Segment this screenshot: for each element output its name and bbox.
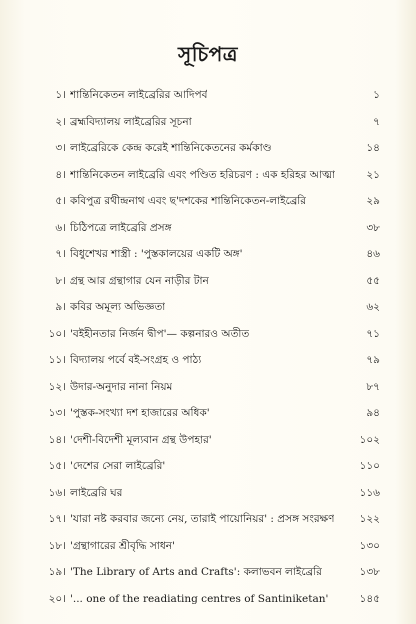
toc-entry <box>40 168 380 195</box>
entry-page-number: ৩৮ <box>366 221 380 234</box>
entry-number: ১৬। <box>48 486 66 499</box>
entry-title: শান্তিনিকেতন লাইব্রেরি এবং পণ্ডিত হরিচরণ : এক হরিহর আত্মা <box>70 168 336 181</box>
entry-page-number: ৮৭ <box>366 380 380 393</box>
entry-title: '... one of the readiating centres of Santiniketan' <box>70 592 329 605</box>
entry-title: লাইব্রেরিকে কেন্দ্র করেই শান্তিনিকেতনের কর্মকাণ্ড <box>70 142 272 154</box>
entry-title: বিদ্যালয় পর্বে বই-সংগ্রহ ও পাঠ্য <box>70 354 202 366</box>
toc-entry <box>40 274 380 301</box>
toc-entry <box>40 194 380 221</box>
entry-number: ৫। <box>55 195 66 207</box>
entry-title: 'বইহীনতার নির্জন দ্বীপ'— কল্পনারও অতীত <box>70 327 250 340</box>
page-title: সূচিপত্র <box>178 42 238 66</box>
entry-page-number: ৭৯ <box>366 354 380 366</box>
entry-number: ২০। <box>48 592 66 605</box>
entry-number: ১৮। <box>48 539 66 552</box>
entry-page-number: ১৪ <box>366 142 380 154</box>
entry-number: ৩। <box>55 142 66 154</box>
toc-entry <box>40 221 380 248</box>
toc-entry <box>40 380 380 407</box>
toc-entry <box>40 512 380 539</box>
toc-entry <box>40 539 380 566</box>
entry-page-number: ৬২ <box>366 301 380 313</box>
toc-entry <box>40 486 380 513</box>
entry-title: 'যারা নষ্ট করবার জন্যে নেয়, তারাই পায়োনিয়র' : প্রসঙ্গ সংরক্ষণ <box>70 513 335 525</box>
entry-page-number: ২১ <box>366 168 380 181</box>
toc-entry <box>40 565 380 592</box>
entry-page-number: ৭ <box>373 115 380 128</box>
entry-number: ১৯। <box>48 566 66 578</box>
entry-title: ব্রহ্মবিদ্যালয় লাইব্রেরির সূচনা <box>70 115 192 128</box>
toc-entry <box>40 247 380 274</box>
entry-page-number: ২৯ <box>366 195 380 207</box>
entry-title: বিধুশেখর শাস্ত্রী : 'পুস্তকালয়ের একটি অঙ্গ' <box>70 248 243 260</box>
entry-page-number: ১১০ <box>359 460 380 472</box>
entry-number: ৭। <box>55 248 66 260</box>
entry-title: উদার-অনুদার নানা নিয়ম <box>70 380 173 393</box>
entry-title: চিঠিপত্রে লাইব্রেরি প্রসঙ্গ <box>70 221 172 234</box>
toc-entry <box>40 459 380 486</box>
entry-number: ২। <box>55 115 66 128</box>
entry-page-number: ১৩৮ <box>359 566 380 578</box>
entry-number: ১৩। <box>48 407 66 419</box>
entry-title: 'পুস্তক-সংখ্যা দশ হাজারের অধিক' <box>70 407 210 419</box>
entry-page-number: ১৪৫ <box>359 592 380 605</box>
entry-page-number: ৭১ <box>366 327 380 340</box>
entry-number: ১২। <box>48 380 66 393</box>
entry-page-number: ১ <box>373 89 380 101</box>
entry-number: ১০। <box>48 327 66 340</box>
toc-entry <box>40 327 380 354</box>
toc-entry <box>40 141 380 168</box>
entry-page-number: ১৩০ <box>359 539 380 552</box>
entry-page-number: ১১৬ <box>359 486 380 499</box>
entry-title: 'গ্রন্থাগারের শ্রীবৃদ্ধি সাধন' <box>70 539 175 552</box>
entry-number: ১৫। <box>48 460 66 472</box>
entry-number: ১৪। <box>48 433 66 446</box>
entry-page-number: ১২২ <box>359 513 380 525</box>
entry-number: ৯। <box>55 301 66 313</box>
entry-number: ১১। <box>48 354 66 366</box>
entry-title: গ্রন্থ আর গ্রন্থাগার যেন নাড়ীর টান <box>70 274 209 287</box>
table-of-contents <box>40 88 380 618</box>
entry-title: 'দেশের সেরা লাইব্রেরি' <box>70 460 166 472</box>
entry-number: ১৭। <box>48 513 66 525</box>
entry-number: ৬। <box>55 221 66 234</box>
toc-entry <box>40 433 380 460</box>
toc-entry <box>40 592 380 619</box>
entry-title: কবিপুত্র রথীন্দ্রনাথ এবং ছ'দশকের শান্তিনিকেতন-লাইব্রেরি <box>70 195 307 207</box>
entry-title: শান্তিনিকেতন লাইব্রেরির আদিপর্ব <box>70 89 208 101</box>
entry-page-number: ১০২ <box>359 433 380 446</box>
entry-title: 'দেশী-বিদেশী মূল্যবান গ্রন্থ উপহার' <box>70 433 212 446</box>
entry-page-number: ৯৪ <box>366 407 380 419</box>
toc-entry <box>40 115 380 142</box>
toc-entry <box>40 300 380 327</box>
entry-page-number: ৫৫ <box>366 274 380 287</box>
entry-title: লাইব্রেরি ঘর <box>70 486 123 499</box>
entry-number: ১। <box>55 89 66 101</box>
toc-entry <box>40 88 380 115</box>
entry-number: ৪। <box>55 168 66 181</box>
toc-entry <box>40 353 380 380</box>
entry-title: 'The Library of Arts and Crafts': কলাভবন লাইব্রেরি <box>70 566 322 578</box>
toc-entry <box>40 406 380 433</box>
entry-number: ৮। <box>55 274 66 287</box>
entry-title: কবির অমূল্য অভিজ্ঞতা <box>70 301 166 313</box>
entry-page-number: ৪৬ <box>366 248 380 260</box>
